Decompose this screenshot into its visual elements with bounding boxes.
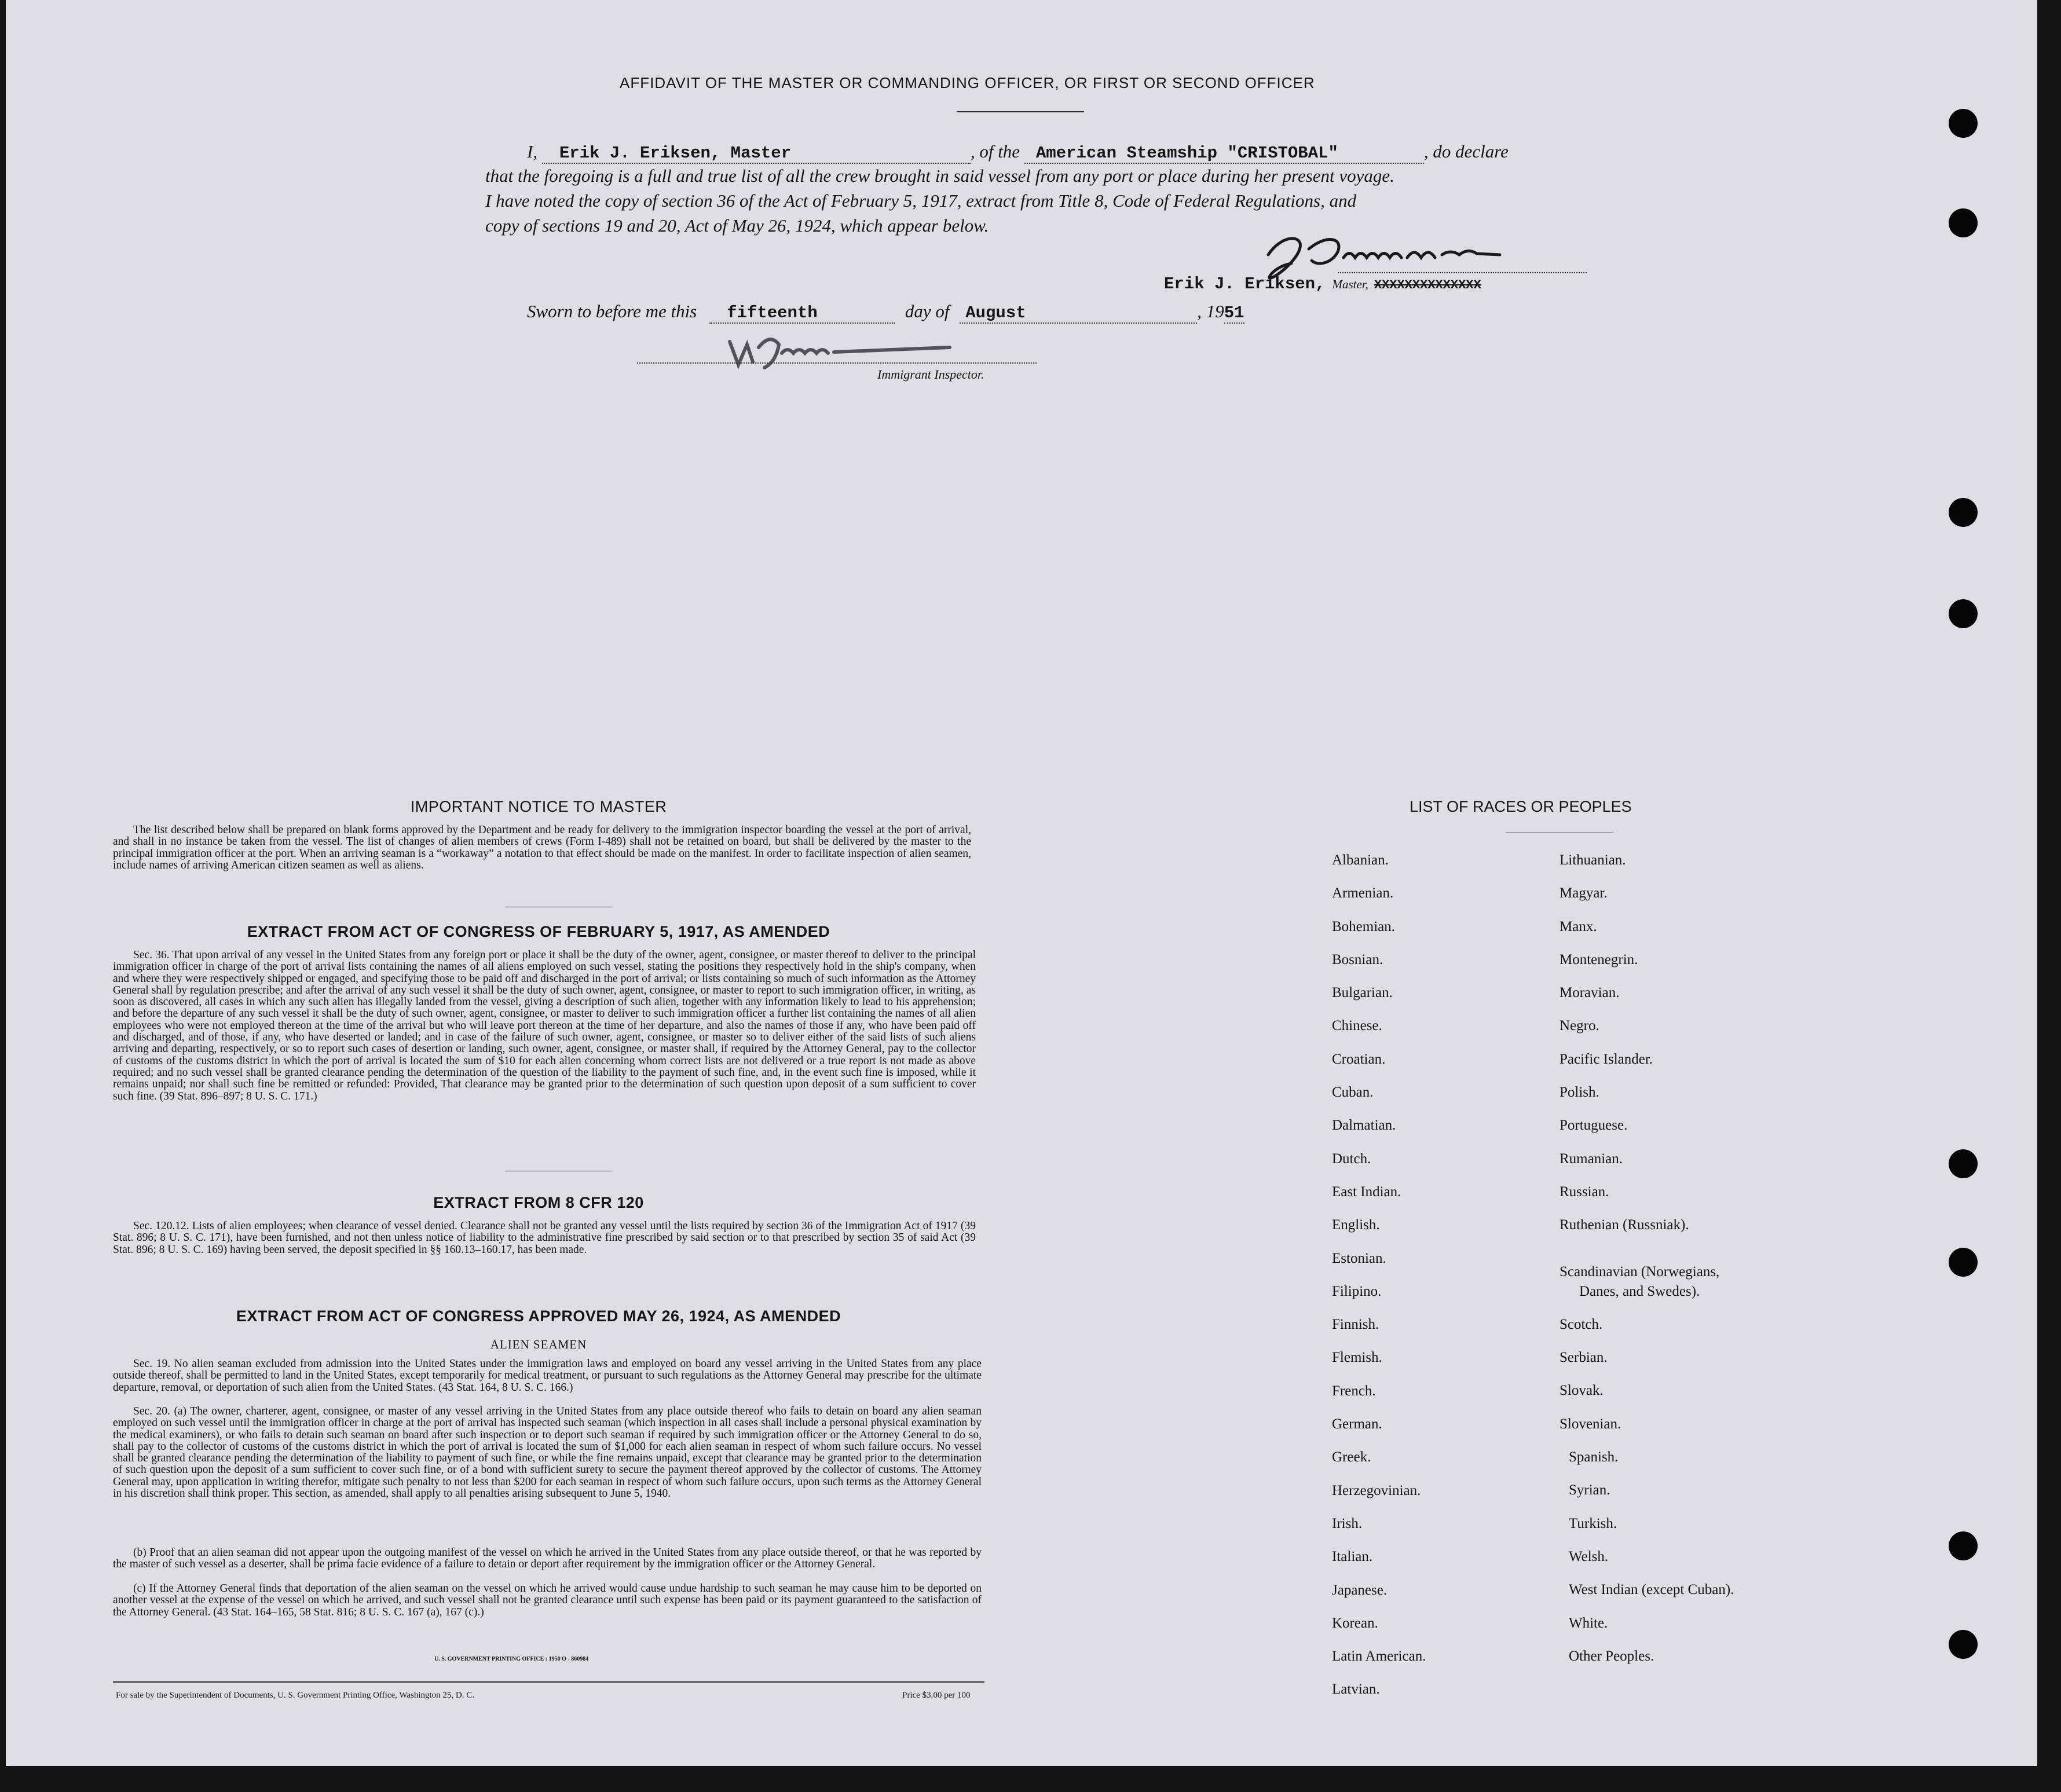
race-item: Korean.: [1332, 1615, 1378, 1631]
race-item: Manx.: [1560, 918, 1597, 935]
race-item: Welsh.: [1569, 1548, 1609, 1564]
affidavit-line-3: I have noted the copy of section 36 of the Act of February 5, 1917, extract from Title 8, Code of Federal Regulations, and: [485, 190, 1357, 211]
footer-sale-note: For sale by the Superintendent of Documents, U. S. Government Printing Office, Washington 25, D. C.: [116, 1691, 474, 1700]
binder-hole: [1949, 1248, 1978, 1277]
of-the-label: , of the: [970, 141, 1020, 162]
race-item: Slovenian.: [1560, 1416, 1621, 1432]
race-item: Ruthenian (Russniak).: [1560, 1217, 1689, 1233]
extract-1924-section-20c: (c) If the Attorney General finds that deportation of the alien seaman on the vessel on which he arrived would cause undue hardship to such seaman he may cause him to be deported on another vessel at the expense of the vessel on which he arrived, and such vessel shall not be granted clearance until such expense has been paid or its payment guaranteed to the satisfaction of the Attorney General. (43 Stat. 164–165, 58 Stat. 816; 8 U. S. C. 167 (a), 167 (c).): [113, 1582, 982, 1618]
race-item: Bulgarian.: [1332, 985, 1393, 1001]
race-item: Slovak.: [1560, 1383, 1604, 1399]
alien-seamen-subtitle: ALIEN SEAMEN: [490, 1337, 587, 1351]
race-item: Italian.: [1332, 1549, 1373, 1565]
race-item: Russian.: [1560, 1183, 1609, 1200]
sworn-month-field: August: [965, 303, 1026, 323]
signature-dotted-line: [1338, 272, 1587, 273]
race-item: Chinese.: [1332, 1018, 1382, 1034]
race-item: Spanish.: [1569, 1449, 1619, 1465]
race-item: Latin American.: [1332, 1648, 1426, 1665]
race-item: West Indian (except Cuban).: [1569, 1582, 1734, 1598]
form-page: [6, 0, 2037, 1766]
extract-1924-section-20b: (b) Proof that an alien seaman did not appear upon the outgoing manifest of the vessel on which he arrived in the United States from any place outside thereof, or that he was reported by the master of such vessel as a deserter, shall be prima facie evidence of a failure to detain or deport after requirement by the immigration officer or the Attorney General.: [113, 1547, 982, 1571]
day-of-label: day of: [905, 301, 950, 321]
year-prefix: , 19: [1197, 301, 1224, 321]
signer-typed-name: Erik J. Eriksen,: [1164, 274, 1326, 294]
race-item: Portuguese.: [1560, 1117, 1628, 1134]
race-item: Armenian.: [1332, 885, 1394, 902]
race-item: Danes, and Swedes).: [1579, 1283, 1700, 1299]
race-item: Finnish.: [1332, 1317, 1379, 1333]
struck-title: XXXXXXXXXXXXXX: [1374, 278, 1481, 292]
inspector-label: Immigrant Inspector.: [877, 367, 984, 382]
race-item: Herzegovinian.: [1332, 1482, 1421, 1498]
race-item: Scandinavian (Norwegians,: [1560, 1263, 1720, 1280]
i-label: I,: [527, 141, 538, 162]
race-item: Moravian.: [1560, 985, 1620, 1001]
extract-1917-title: EXTRACT FROM ACT OF CONGRESS OF FEBRUARY 5, 1917, AS AMENDED: [247, 923, 830, 940]
race-item: Dalmatian.: [1332, 1117, 1396, 1134]
gpo-imprint: U. S. GOVERNMENT PRINTING OFFICE : 1950 O - 860984: [434, 1656, 589, 1662]
extract-1924-section-20a: Sec. 20. (a) The owner, charterer, agent, consignee, or master of any vessel arriving in the United States from any place outside thereof who fails to detain on board any alien seaman employed on such vessel until the immigration officer in charge at the port of arrival has inspected such seaman (which inspection in all cases shall include a personal physical examination by the medical examiners), or who fails to detain such seaman on board after such inspection or to deport such seaman if required by such immigration officer or the Attorney General to do so, shall pay to the collector of customs of the customs district in which the port of arrival is located the sum of $1,000 for each alien seaman in respect of whom such failure occurs. No vessel shall be granted clearance pending the determination of the liability to payment of such fine, or while the fine remains unpaid, except that clearance may be granted prior to the determination of such question upon the deposit of a sum sufficient to cover such fine, or of a bond with sufficient surety to secure the payment thereof approved by the collector of customs. The Attorney General may, upon application in writing therefor, mitigate such penalty to not less than $200 for each seaman in respect of whom such failure occurs, upon such terms as the Attorney General in his discretion shall think proper. This section, as amended, shall apply to all penalties arising subsequent to June 5, 1940.: [113, 1405, 982, 1500]
inspector-dotted-line: [637, 362, 1037, 364]
signer-title: Master,: [1332, 277, 1368, 291]
race-item: East Indian.: [1332, 1183, 1401, 1200]
affidavit-line-4: copy of sections 19 and 20, Act of May 26, 1924, which appear below.: [485, 215, 989, 236]
title-divider: [957, 111, 1084, 112]
vessel-name-field: American Steamship "CRISTOBAL": [1035, 144, 1338, 163]
sworn-day-field: fifteenth: [727, 303, 818, 323]
race-item: Cuban.: [1332, 1084, 1374, 1101]
do-declare-label: , do declare: [1423, 141, 1509, 162]
race-item: Serbian.: [1560, 1350, 1608, 1366]
race-item: Bohemian.: [1332, 918, 1396, 935]
race-item: Irish.: [1332, 1515, 1363, 1531]
binder-hole: [1949, 498, 1978, 527]
binder-hole: [1949, 1149, 1978, 1178]
race-item: Albanian.: [1332, 852, 1389, 868]
sworn-label: Sworn to before me this: [527, 301, 697, 321]
cfr-body: Sec. 120.12. Lists of alien employees; when clearance of vessel denied. Clearance shall not be granted any vessel until the lists required by section 36 of the Immigration Act of 1917 (39 Stat. 896; 8 U. S. C. 171), have been furnished, and not then unless notice of liability to the administrative fine prescribed by said section or to that prescribed by section 35 of said Act (39 Stat. 896; 8 U. S. C. 169) having been served, the deposit specified in §§ 160.13–160.17, has been made.: [113, 1220, 976, 1256]
race-item: Flemish.: [1332, 1350, 1382, 1366]
races-title: LIST OF RACES OR PEOPLES: [1410, 798, 1632, 815]
extract-1924-section-19: Sec. 19. No alien seaman excluded from admission into the United States under the immigration laws and employed on board any vessel arriving in the United States from any place outside thereof, shall be permitted to land in the United States, except temporarily for medical treatment, or pursuant to such regulations as the Attorney General may prescribe for the ultimate departure, removal, or deportation of such alien from the United States. (43 Stat. 164, 8 U. S. C. 166.): [113, 1358, 982, 1394]
binder-hole: [1949, 1531, 1978, 1560]
signer-line: [1164, 274, 1481, 294]
race-item: Other Peoples.: [1569, 1648, 1654, 1664]
race-item: Scotch.: [1560, 1316, 1603, 1332]
race-item: English.: [1332, 1217, 1380, 1233]
binder-hole: [1949, 109, 1978, 138]
race-item: Estonian.: [1332, 1250, 1386, 1266]
race-item: Filipino.: [1332, 1283, 1382, 1299]
race-item: German.: [1332, 1416, 1382, 1432]
race-item: Lithuanian.: [1560, 852, 1626, 868]
affidavit-line-2: that the foregoing is a full and true list of all the crew brought in said vessel from any port or place during her present voyage.: [485, 166, 1394, 186]
race-item: Turkish.: [1569, 1515, 1617, 1531]
race-item: Japanese.: [1332, 1582, 1388, 1598]
race-item: Greek.: [1332, 1449, 1371, 1465]
year-suffix-field: 51: [1224, 303, 1244, 323]
race-item: Syrian.: [1569, 1482, 1610, 1498]
race-item: Bosnian.: [1332, 951, 1383, 968]
race-item: Croatian.: [1332, 1051, 1386, 1067]
cfr-title: EXTRACT FROM 8 CFR 120: [433, 1194, 644, 1211]
race-item: Latvian.: [1332, 1681, 1380, 1698]
races-left-column: [1332, 852, 1426, 1715]
master-name-field: Erik J. Eriksen, Master: [559, 144, 792, 163]
race-item: Dutch.: [1332, 1150, 1371, 1167]
race-item: Pacific Islander.: [1560, 1051, 1653, 1067]
footer-price: Price $3.00 per 100: [902, 1691, 971, 1700]
footer-rule: [113, 1681, 984, 1683]
sworn-line: [527, 301, 1244, 324]
extract-1917-body: Sec. 36. That upon arrival of any vessel in the United States from any foreign port or place it shall be the duty of the owner, agent, consignee, or master thereof to deliver to the principal immigration officer in charge of the port of arrival lists containing the names of all aliens employed on such vessel, stating the positions they respectively hold in the ship's company, when and where they were respectively shipped or engaged, and specifying those to be paid off and discharged in the port of arrival; or lists containing so much of such information as the Attorney General shall by regulation prescribe; and after the arrival of any such vessel it shall be the duty of such owner, agent, consignee, or master to report to such immigration officer, in writing, as soon as discovered, all cases in which any such alien has illegally landed from the vessel, giving a description of such alien, together with any information likely to lead to his apprehension; and before the departure of any such vessel it shall be the duty of such owner, agent, consignee, or master to deliver to such immigration officer a further list containing the names of all alien employees who were not employed thereon at the time of the arrival but who will leave port thereon at the time of her departure, and also the names of those if any, who have been paid off and discharged, and of those, if any, who have deserted or landed; and in case of the failure of such owner, agent, consignee, or master so to deliver either of the said lists of such aliens arriving and departing, respectively, or so to report such cases of desertion or landing, such owner, agent, consignee, or master shall, if required by the Attorney General, pay to the collector of customs of the customs district in which the port of arrival is located the sum of $10 for each alien concerning whom correct lists are not delivered or a true report is not made as above required; and no such vessel shall be granted clearance pending the determination of the question of the liability to the payment of such fine, and, in the event such fine is imposed, while it remains unpaid; nor shall such fine be remitted or refunded: Provided, That clearance may be granted prior to the determination of such question upon deposit of a sum sufficient to cover such fine. (39 Stat. 896–897; 8 U. S. C. 171.): [113, 949, 976, 1102]
extract-1924-title: EXTRACT FROM ACT OF CONGRESS APPROVED MAY 26, 1924, AS AMENDED: [236, 1307, 841, 1325]
race-item: Magyar.: [1560, 885, 1608, 902]
notice-body: The list described below shall be prepared on blank forms approved by the Department and be ready for delivery to the immigration inspector boarding the vessel at the port of arrival, and shall in no instance be taken from the vessel. The list of changes of alien members of crews (Form I-489) shall not be retained on board, but shall be delivered by the master to the principal immigration officer at the port. When an arriving seaman is a “workaway” a notation to that effect should be made on the manifest. In order to facilitate inspection of alien seamen, include names of arriving American citizen seamen as well as aliens.: [113, 824, 971, 871]
binder-hole: [1949, 599, 1978, 628]
race-item: Negro.: [1560, 1018, 1599, 1034]
notice-title: IMPORTANT NOTICE TO MASTER: [410, 798, 667, 815]
race-item: Montenegrin.: [1560, 951, 1638, 968]
affidavit-declaration-line: [527, 141, 1509, 164]
binder-hole: [1949, 1630, 1978, 1659]
race-item: Polish.: [1560, 1084, 1599, 1101]
race-item: Rumanian.: [1560, 1150, 1623, 1167]
race-item: White.: [1569, 1615, 1608, 1631]
affidavit-title: AFFIDAVIT OF THE MASTER OR COMMANDING OFFICER, OR FIRST OR SECOND OFFICER: [620, 74, 1315, 91]
races-right-column: [1560, 852, 1734, 1681]
race-item: French.: [1332, 1383, 1376, 1399]
binder-hole: [1949, 208, 1978, 237]
